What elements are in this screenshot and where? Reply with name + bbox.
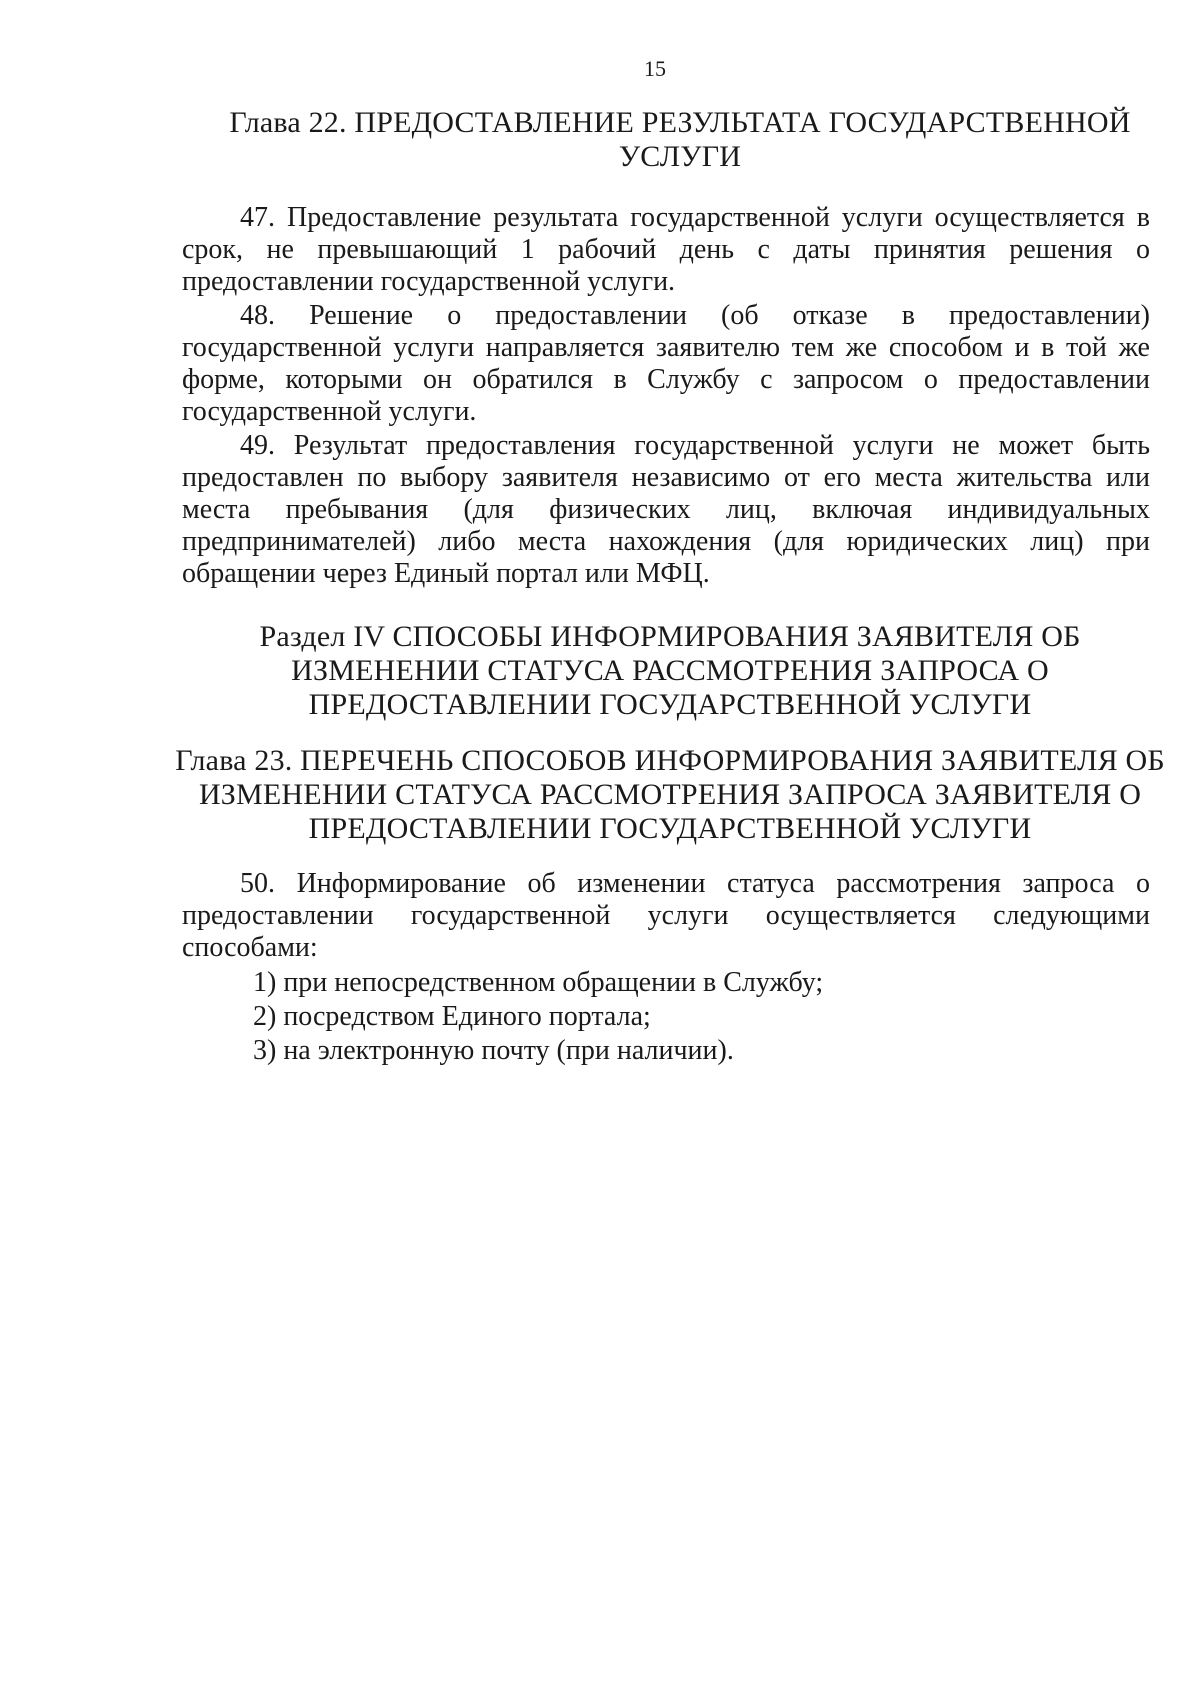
list-item: 2) посредством Единого портала; (253, 1001, 651, 1032)
chapter-22-heading: Глава 22. ПРЕДОСТАВЛЕНИЕ РЕЗУЛЬТАТА ГОСУДАРСТВЕННОЙ УСЛУГИ (229, 106, 1131, 173)
list-item: 1) при непосредственном обращении в Службу; (253, 967, 824, 998)
paragraph-50: 50. Информирование об изменении статуса рассмотрения запроса о предоставлении государственной услуги осуществляется следующими способами: (182, 868, 1150, 963)
list-item: 3) на электронную почту (при наличии). (253, 1035, 734, 1066)
chapter-23-heading: Глава 23. ПЕРЕЧЕНЬ СПОСОБОВ ИНФОРМИРОВАНИЯ ЗАЯВИТЕЛЯ ОБ ИЗМЕНЕНИИ СТАТУСА РАССМОТРЕНИЯ ЗАПРОСА ЗАЯВИТЕЛЯ О ПРЕДОСТАВЛЕНИИ ГОСУДАРСТВЕННОЙ УСЛУГИ (175, 744, 1165, 845)
paragraph-47: 47. Предоставление результата государственной услуги осуществляется в срок, не превышающий 1 рабочий день с даты принятия решения о предоставлении государственной услуги. (182, 202, 1150, 297)
paragraph-48: 48. Решение о предоставлении (об отказе в предоставлении) государственной услуги направляется заявителю тем же способом и в той же форме, которыми он обратился в Службу с запросом о предоставлении государственной услуги. (182, 300, 1150, 427)
paragraph-49: 49. Результат предоставления государственной услуги не может быть предоставлен по выбору заявителя независимо от его места жительства или места пребывания (для физических лиц, включая индивидуальных предпринимателей) либо места нахождения (для юридических лиц) при обращении через Единый портал или МФЦ. (182, 430, 1150, 589)
page-number: 15 (644, 56, 666, 81)
section-4-heading: Раздел IV СПОСОБЫ ИНФОРМИРОВАНИЯ ЗАЯВИТЕЛЯ ОБ ИЗМЕНЕНИИ СТАТУСА РАССМОТРЕНИЯ ЗАПРОСА О ПРЕДОСТАВЛЕНИИ ГОСУДАРСТВЕННОЙ УСЛУГИ (259, 620, 1081, 721)
